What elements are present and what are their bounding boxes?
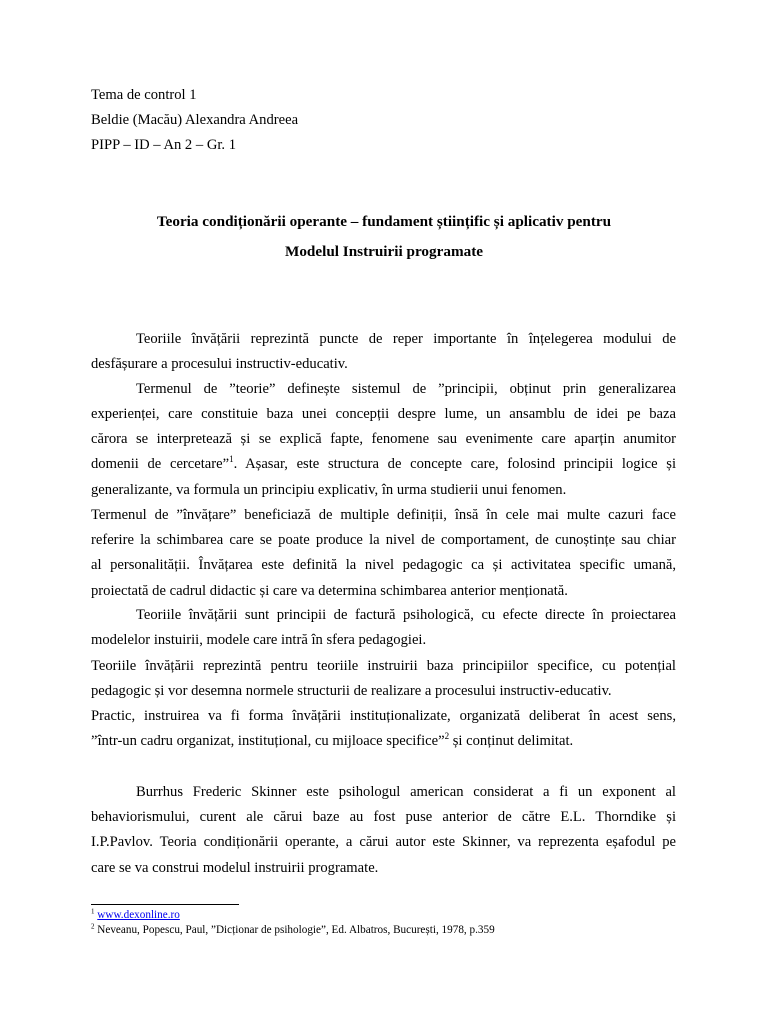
header-assignment: Tema de control 1 (91, 87, 197, 103)
paragraph-line: Termenul de ”teorie” definește sistemul de ”principii, obținut prin generalizarea (136, 381, 676, 397)
dexonline-link[interactable]: www.dexonline.ro (97, 909, 180, 921)
paragraph-line: Termenul de ”învățare” beneficiază de multiple definiții, însă în cele mai multe cazuri face (91, 507, 676, 523)
footnote-number: 1 (91, 907, 95, 916)
paragraph-line (91, 455, 676, 473)
paragraph-line: modelelor instuirii, modele care intră în sfera pedagogiei. (91, 632, 427, 648)
footnote-number: 2 (91, 922, 95, 931)
paragraph-line: Teoriile învățării sunt principii de factură psihologică, cu efecte directe în proiectarea (136, 607, 676, 623)
paragraph-line: desfășurare a procesului instructiv-educativ. (91, 356, 348, 372)
footnote-2 (91, 923, 495, 937)
paragraph-line: behaviorismului, curent ale cărui baze au fost puse anterior de către E.L. Thorndike și (91, 809, 676, 825)
footnote-separator (91, 904, 239, 905)
paragraph-line: pedagogic și vor desemna normele structurii de realizare a procesului instructiv-educativ. (91, 683, 612, 699)
paragraph-line: proiectată de cadrul didactic și care va determina schimbarea anterior menționată. (91, 583, 568, 599)
paragraph-line: generalizante, va formula un principiu explicativ, în urma studierii unui fenomen. (91, 482, 567, 498)
text-segment: domenii de cercetare” (91, 456, 230, 472)
paragraph-line: Teoriile învățării reprezintă pentru teoriile instruirii baza principiilor specifice, cu potențial (91, 658, 676, 674)
paragraph-line (91, 732, 676, 750)
paragraph-line: Teoriile învățării reprezintă puncte de reper importante în înțelegerea modului de (136, 331, 676, 347)
document-title-line-2: Modelul Instruirii programate (285, 243, 483, 260)
paragraph-line: Practic, instruirea va fi forma învățării instituționalizate, organizată deliberat în acest sens, (91, 708, 676, 724)
footnote-ref-2[interactable]: 2 (444, 731, 450, 742)
paragraph-line: referire la schimbarea care se poate produce la nivel de comportament, de cunoștințe sau chiar (91, 532, 676, 548)
paragraph-line: cărora se interpretează și se explică fapte, fenomene sau evenimente care aparțin anumitor (91, 431, 676, 447)
paragraph-line: Burrhus Frederic Skinner este psihologul american considerat a fi un exponent al (136, 784, 676, 800)
header-group: PIPP – ID – An 2 – Gr. 1 (91, 137, 237, 153)
footnote-1 (91, 908, 180, 922)
text-segment: ”într-un cadru organizat, instituțional, cu mijloace specifice” (91, 733, 445, 749)
footnote-text: Neveanu, Popescu, Paul, ”Dicționar de psihologie”, Ed. Albatros, București, 1978, p.359 (94, 924, 495, 936)
paragraph-line: care se va construi modelul instruirii programate. (91, 860, 379, 876)
text-segment: . Așasar, este structura de concepte care, folosind principii logice și (233, 456, 676, 472)
paragraph-line: experienței, care constituie baza unei concepții despre lume, un ansamblu de idei pe baza (91, 406, 676, 422)
text-segment: și conținut delimitat. (449, 733, 574, 749)
footnote-ref-1[interactable]: 1 (229, 454, 234, 465)
header-author: Beldie (Macău) Alexandra Andreea (91, 112, 299, 128)
document-title-line-1: Teoria condiționării operante – fundament științific și aplicativ pentru (156, 213, 612, 230)
paragraph-line: al personalității. Învățarea este definită la nivel pedagogic ca și activitatea specific umană, (91, 557, 676, 573)
paragraph-line: I.P.Pavlov. Teoria condiționării operante, a cărui autor este Skinner, va reprezenta eșafodul pe (91, 834, 676, 850)
